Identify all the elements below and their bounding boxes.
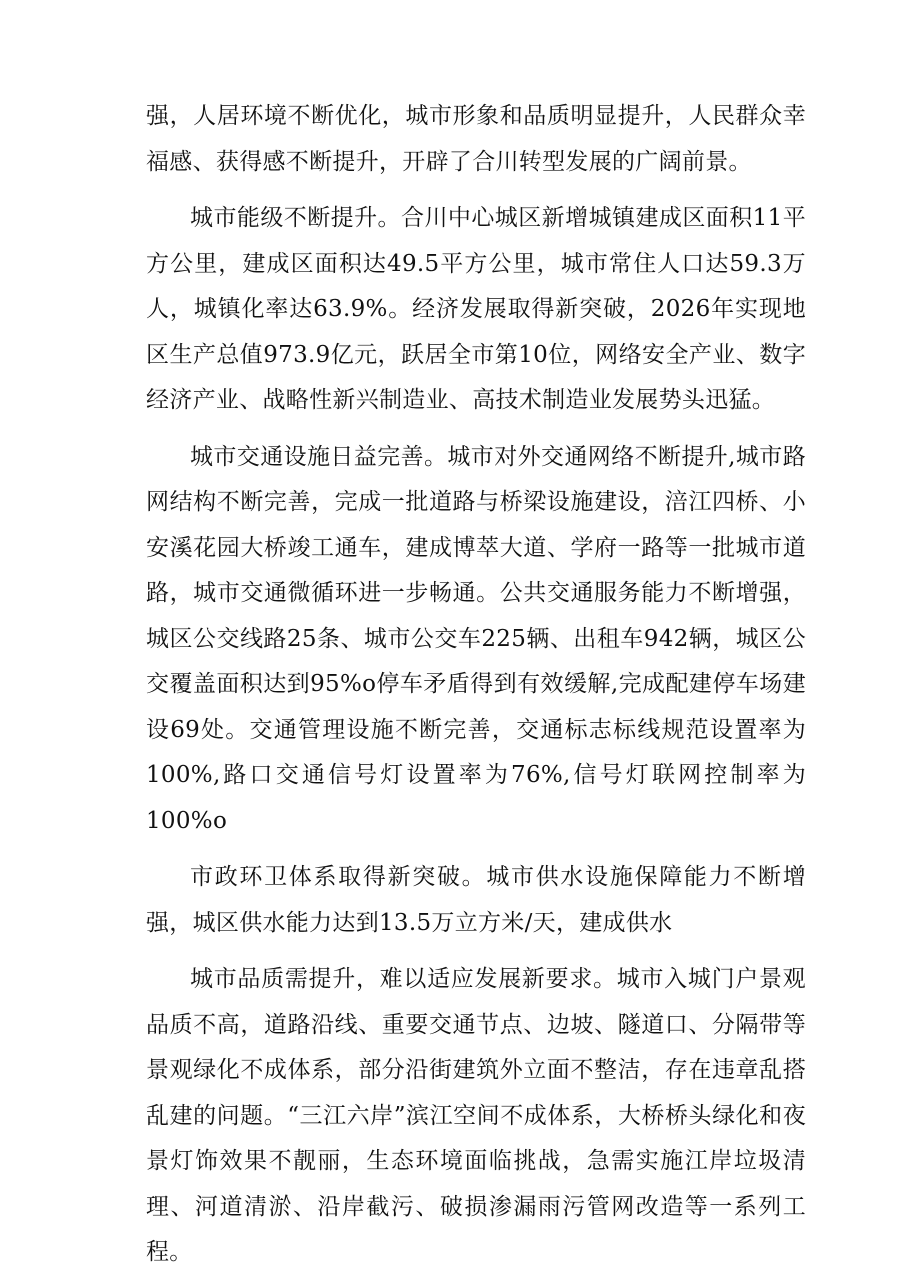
paragraph-municipal: 市政环卫体系取得新突破。城市供水设施保障能力不断增强，城区供水能力达到13.5万立方米/天，建成供水 [146,864,806,936]
paragraph-continuation: 强，人居环境不断优化，城市形象和品质明显提升，人民群众幸福感、获得感不断提升，开辟了合川转型发展的广阔前景。 [146,103,806,175]
paragraph-city-level: 城市能级不断提升。合川中心城区新增城镇建成区面积11平方公里，建成区面积达49.5平方公里，城市常住人口达59.3万人，城镇化率达63.9%。经济发展取得新突破，2026年实现地区生产总值973.9亿元，跃居全市第10位，网络安全产业、数字经济产业、战略性新兴制造业、高技术制造业发展势头迅猛。 [146,205,806,413]
document-body [146,94,806,1287]
paragraph-traffic: 城市交通设施日益完善。城市对外交通网络不断提升,城市路网结构不断完善，完成一批道路与桥梁设施建设，涪江四桥、小安溪花园大桥竣工通车，建成博萃大道、学府一路等一批城市道路，城市交通微循环进一步畅通。公共交通服务能力不断增强，城区公交线路25条、城市公交车225辆、出租车942辆，城区公交覆盖面积达到95%o停车矛盾得到有效缓解,完成配建停车场建设69处。交通管理设施不断完善，交通标志标线规范设置率为100%,路口交通信号灯设置率为76%,信号灯联网控制率为100%o [146,443,806,834]
paragraph-city-quality: 城市品质需提升，难以适应发展新要求。城市入城门户景观品质不高，道路沿线、重要交通节点、边坡、隧道口、分隔带等景观绿化不成体系，部分沿街建筑外立面不整洁，存在违章乱搭乱建的问题。“三江六岸”滨江空间不成体系，大桥桥头绿化和夜景灯饰效果不靓丽，生态环境面临挑战，急需实施江岸垃圾清理、河道清淤、沿岸截污、破损渗漏雨污管网改造等一系列工程。 [146,966,806,1265]
